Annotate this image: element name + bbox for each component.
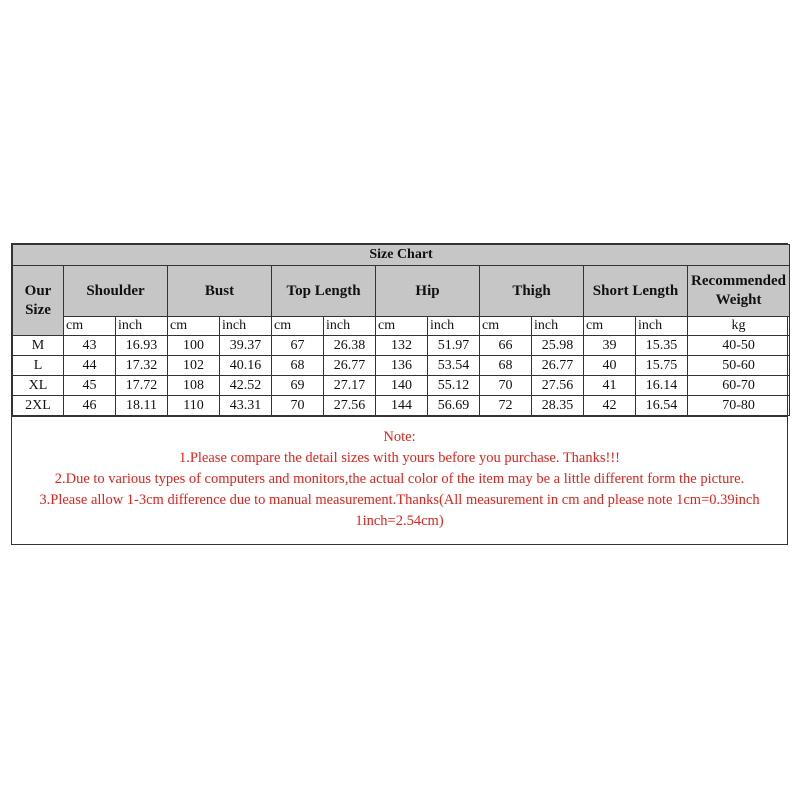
measure-cell: 110 — [168, 396, 220, 416]
measure-cell: 51.97 — [428, 336, 480, 356]
measure-cell: 100 — [168, 336, 220, 356]
size-cell: 2XL — [13, 396, 64, 416]
note-line-3: 3.Please allow 1-3cm difference due to manual measurement.Thanks(All measurement in cm and please note 1cm=0.39inch 1inch=2.54cm) — [39, 492, 760, 529]
weight-cell: 70-80 — [688, 396, 790, 416]
note-line-1: 1.Please compare the detail sizes with yours before you purchase. Thanks!!! — [178, 450, 621, 466]
measure-cell: 25.98 — [532, 336, 584, 356]
note-heading: Note: — [383, 429, 416, 445]
note-line-2: 2.Due to various types of computers and monitors,the actual color of the item may be a little different form the picture. — [54, 471, 745, 487]
measure-cell: 28.35 — [532, 396, 584, 416]
unit-inch: inch — [532, 317, 584, 336]
measure-cell: 46 — [64, 396, 116, 416]
unit-kg: kg — [688, 317, 790, 336]
unit-cm: cm — [480, 317, 532, 336]
notes-section — [12, 416, 787, 544]
measure-cell: 17.72 — [116, 376, 168, 396]
measure-cell: 72 — [480, 396, 532, 416]
measure-cell: 70 — [272, 396, 324, 416]
measure-cell: 41 — [584, 376, 636, 396]
measure-cell: 53.54 — [428, 356, 480, 376]
measure-cell: 40.16 — [220, 356, 272, 376]
measure-cell: 45 — [64, 376, 116, 396]
unit-inch: inch — [220, 317, 272, 336]
measure-cell: 27.17 — [324, 376, 376, 396]
measure-cell: 136 — [376, 356, 428, 376]
measure-cell: 132 — [376, 336, 428, 356]
short-length-header: Short Length — [584, 266, 688, 317]
weight-cell: 40-50 — [688, 336, 790, 356]
measure-cell: 55.12 — [428, 376, 480, 396]
measure-cell: 16.93 — [116, 336, 168, 356]
measure-cell: 67 — [272, 336, 324, 356]
measure-cell: 66 — [480, 336, 532, 356]
measure-cell: 56.69 — [428, 396, 480, 416]
size-table — [12, 244, 790, 416]
measure-cell: 39.37 — [220, 336, 272, 356]
measure-cell: 69 — [272, 376, 324, 396]
measure-cell: 27.56 — [324, 396, 376, 416]
measure-cell: 18.11 — [116, 396, 168, 416]
measure-cell: 15.35 — [636, 336, 688, 356]
measure-cell: 43 — [64, 336, 116, 356]
measure-cell: 16.54 — [636, 396, 688, 416]
measure-cell: 68 — [480, 356, 532, 376]
measure-cell: 43.31 — [220, 396, 272, 416]
chart-title: Size Chart — [13, 245, 790, 266]
measure-cell: 27.56 — [532, 376, 584, 396]
measure-cell: 26.77 — [324, 356, 376, 376]
measure-cell: 102 — [168, 356, 220, 376]
size-cell: XL — [13, 376, 64, 396]
size-cell: L — [13, 356, 64, 376]
size-chart — [11, 243, 788, 545]
measure-cell: 42.52 — [220, 376, 272, 396]
unit-inch: inch — [428, 317, 480, 336]
measure-cell: 144 — [376, 396, 428, 416]
weight-header: Recommended Weight — [688, 266, 790, 317]
unit-cm: cm — [376, 317, 428, 336]
top-length-header: Top Length — [272, 266, 376, 317]
measure-cell: 16.14 — [636, 376, 688, 396]
unit-inch: inch — [636, 317, 688, 336]
measure-cell: 42 — [584, 396, 636, 416]
table-row — [13, 356, 790, 376]
measure-cell: 15.75 — [636, 356, 688, 376]
unit-cm: cm — [168, 317, 220, 336]
measure-cell: 17.32 — [116, 356, 168, 376]
measure-cell: 26.77 — [532, 356, 584, 376]
measure-cell: 26.38 — [324, 336, 376, 356]
measure-cell: 108 — [168, 376, 220, 396]
measure-cell: 44 — [64, 356, 116, 376]
table-row — [13, 336, 790, 356]
size-header: Our Size — [13, 266, 64, 336]
measure-cell: 70 — [480, 376, 532, 396]
unit-cm: cm — [64, 317, 116, 336]
thigh-header: Thigh — [480, 266, 584, 317]
unit-inch: inch — [116, 317, 168, 336]
weight-cell: 50-60 — [688, 356, 790, 376]
size-cell: M — [13, 336, 64, 356]
table-row — [13, 396, 790, 416]
unit-cm: cm — [272, 317, 324, 336]
bust-header: Bust — [168, 266, 272, 317]
hip-header: Hip — [376, 266, 480, 317]
weight-cell: 60-70 — [688, 376, 790, 396]
unit-inch: inch — [324, 317, 376, 336]
measure-cell: 39 — [584, 336, 636, 356]
measure-cell: 140 — [376, 376, 428, 396]
measure-cell: 68 — [272, 356, 324, 376]
measure-cell: 40 — [584, 356, 636, 376]
unit-cm: cm — [584, 317, 636, 336]
shoulder-header: Shoulder — [64, 266, 168, 317]
table-row — [13, 376, 790, 396]
